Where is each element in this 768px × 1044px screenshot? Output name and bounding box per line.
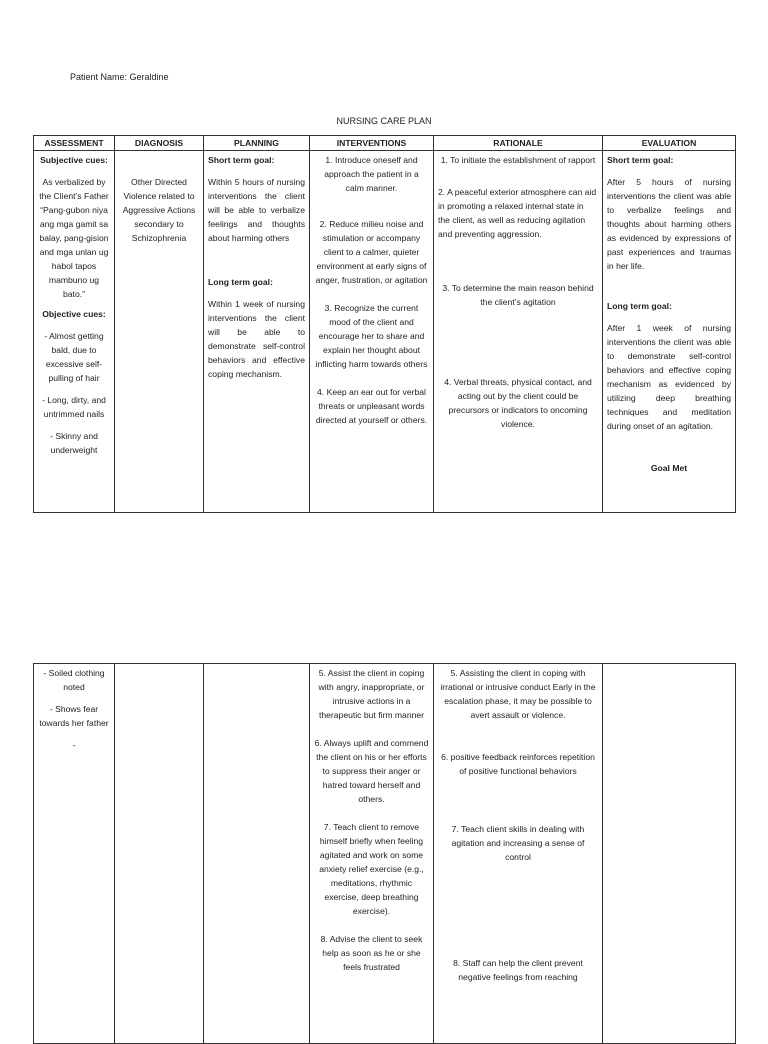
objective-label: Objective cues: — [42, 309, 106, 319]
objective-cue: - Skinny and underweight — [50, 431, 98, 455]
intervention-item: 8. Advise the client to seek help as soon as he or she feels frustrated — [320, 934, 423, 972]
diagnosis-cell — [115, 151, 204, 513]
care-plan-table-page1 — [33, 135, 736, 513]
rationale-item: 4. Verbal threats, physical contact, and acting out by the client could be precursors or indicators to oncoming violence. — [444, 377, 592, 429]
interventions-cell — [310, 151, 434, 513]
objective-cue: - — [72, 740, 76, 750]
intervention-item: 2. Reduce milieu noise and stimulation or accompany client to a calmer, quieter environment at early signs of anger, frustration, or agitation — [315, 219, 428, 285]
interventions-cell — [310, 664, 434, 1044]
intervention-item: 4. Keep an ear out for verbal threats or unpleasant words directed at yourself or others. — [315, 387, 428, 425]
short-term-goal-text: Within 5 hours of nursing interventions the client will be able to verbalize feelings and thoughts about harming others — [208, 177, 305, 243]
plan-body-row — [34, 664, 736, 1044]
diagnosis-cell — [115, 664, 204, 1044]
assessment-cell — [34, 664, 115, 1044]
rationale-item: 2. A peaceful exterior atmosphere can aid in promoting a relaxed internal state in the client, as well as reducing agitation and preventing aggression. — [438, 187, 597, 239]
rationale-item: 8. Staff can help the client prevent negative feelings from reaching — [453, 958, 583, 982]
intervention-item: 3. Recognize the current mood of the client and encourage her to share and explain her thought about inflicting harm towards others — [315, 303, 428, 369]
rationale-item: 3. To determine the main reason behind the client’s agitation — [442, 283, 594, 307]
eval-short-term-label: Short term goal: — [607, 155, 674, 165]
header-assessment: ASSESSMENT — [34, 136, 115, 151]
intervention-item: 7. Teach client to remove himself briefly when feeling agitated and work on some anxiety relief exercise (e.g., meditations, rhythmic exercise, deep breathing exercise). — [319, 822, 424, 916]
plan-body-row — [34, 151, 736, 513]
evaluation-cell — [603, 151, 736, 513]
rationale-item: 5. Assisting the client in coping with irrational or intrusive conduct Early in the escalation phase, it may be possible to avert assault or violence. — [440, 668, 596, 720]
planning-cell — [204, 664, 310, 1044]
header-row — [34, 136, 736, 151]
objective-cue: - Shows fear towards her father — [39, 704, 109, 728]
subjective-label: Subjective cues: — [40, 155, 108, 165]
objective-cue: - Long, dirty, and untrimmed nails — [42, 395, 106, 419]
rationale-item: 7. Teach client skills in dealing with agitation and increasing a sense of control — [451, 824, 585, 862]
short-term-goal-label: Short term goal: — [208, 155, 275, 165]
header-planning: PLANNING — [204, 136, 310, 151]
intervention-item: 1. Introduce oneself and approach the patient in a calm manner. — [324, 155, 419, 193]
header-diagnosis: DIAGNOSIS — [115, 136, 204, 151]
eval-short-term-text: After 5 hours of nursing interventions the client was able to verbalize feelings and thoughts about harming others as evidenced by expressions of past experiences and traumas in her life. — [607, 177, 731, 271]
goal-status: Goal Met — [650, 463, 688, 473]
subjective-text: As verbalized by the Client’s Father “Pang-gubon niya ang mga gamit sa balay, pang-gision and mga unlan ug habol tapos mambuno ug bato.” — [39, 177, 109, 299]
eval-long-term-text: After 1 week of nursing interventions the client was able to demonstrate self-control behaviors and effective coping mechanism as evidenced by utilizing deep breathing techniques and meditation during onset of an agitation. — [607, 323, 731, 431]
long-term-goal-label: Long term goal: — [208, 277, 273, 287]
eval-long-term-label: Long term goal: — [607, 301, 672, 311]
intervention-item: 5. Assist the client in coping with angry, inappropriate, or intrusive actions in a therapeutic but firm manner — [318, 668, 425, 720]
patient-name-line: Patient Name: Geraldine — [70, 72, 169, 82]
planning-cell — [204, 151, 310, 513]
rationale-item: 6. positive feedback reinforces repetition of positive functional behaviors — [441, 752, 595, 776]
evaluation-cell — [603, 664, 736, 1044]
long-term-goal-text: Within 1 week of nursing interventions the client will be able to demonstrate self-control behaviors and effective coping mechanism. — [208, 299, 305, 379]
header-evaluation: EVALUATION — [603, 136, 736, 151]
diagnosis-text: Other Directed Violence related to Aggressive Actions secondary to Schizophrenia — [122, 177, 196, 243]
header-rationale: RATIONALE — [434, 136, 603, 151]
rationale-cell — [434, 664, 603, 1044]
intervention-item: 6. Always uplift and commend the client on his or her efforts to suppress their anger or hatred toward herself and others. — [314, 738, 429, 804]
document-title: NURSING CARE PLAN — [336, 116, 432, 126]
rationale-item: 1. To initiate the establishment of rapport — [440, 155, 596, 165]
rationale-cell — [434, 151, 603, 513]
assessment-cell — [34, 151, 115, 513]
header-interventions: INTERVENTIONS — [310, 136, 434, 151]
objective-cue: - Almost getting bald, due to excessive self-pulling of hair — [44, 331, 104, 383]
care-plan-table-page2 — [33, 663, 736, 1044]
objective-cue: - Soiled clothing noted — [43, 668, 105, 692]
